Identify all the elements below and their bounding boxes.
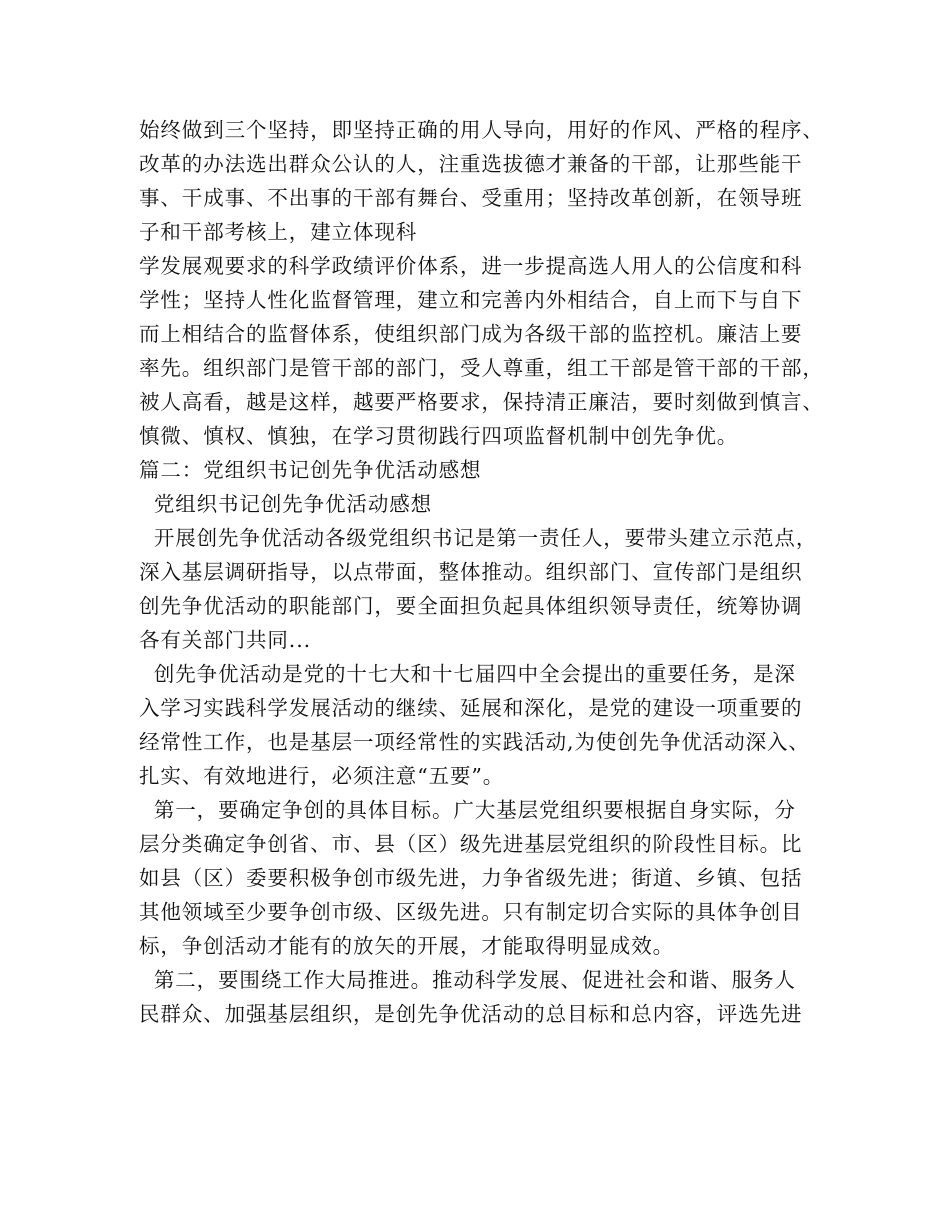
text-line: 各有关部门共同... [139, 628, 312, 652]
text-line: 始终做到三个坚持，即坚持正确的用人导向，用好的作风、严格的程序、 [139, 118, 824, 142]
text-line: 创先争优活动的职能部门，要全面担负起具体组织领导责任，统筹协调 [139, 594, 803, 618]
text-line: 其他领域至少要争创市级、区级先进。只有制定切合实际的具体争创目 [139, 900, 803, 924]
text-line: 开展创先争优活动各级党组织书记是第一责任人，要带头建立示范点， [139, 526, 818, 550]
article-title: 党组织书记创先争优活动感想 [139, 492, 433, 516]
text-line: 改革的办法选出群众公认的人，注重选拔德才兼备的干部，让那些能干 [139, 152, 803, 176]
text-line: 入学习实践科学发展活动的继续、延展和深化，是党的建设一项重要的 [139, 696, 803, 720]
text-line: 而上相结合的监督体系，使组织部门成为各级干部的监控机。廉洁上要 [139, 322, 803, 346]
text-line: 层分类确定争创省、市、县（区）级先进基层党组织的阶段性目标。比 [139, 832, 803, 856]
text-line: 慎微、慎权、慎独，在学习贯彻践行四项监督机制中创先争优。 [139, 424, 739, 448]
text-line: 第二，要围绕工作大局推进。推动科学发展、促进社会和谐、服务人 [139, 968, 796, 992]
text-line: 经常性工作，也是基层一项经常性的实践活动,为使创先争优活动深入、 [139, 730, 810, 754]
text-line: 学发展观要求的科学政绩评价体系，进一步提高选人用人的公信度和科 [139, 254, 803, 278]
text-line: 标，争创活动才能有的放矢的开展，才能取得明显成效。 [139, 934, 674, 958]
text-line: 被人高看，越是这样，越要严格要求，保持清正廉洁，要时刻做到慎言、 [139, 390, 824, 414]
text-line: 创先争优活动是党的十七大和十七届四中全会提出的重要任务，是深 [139, 662, 796, 686]
section-heading: 篇二：党组织书记创先争优活动感想 [139, 458, 482, 482]
text-line: 学性；坚持人性化监督管理，建立和完善内外相结合，自上而下与自下 [139, 288, 803, 312]
text-line: 子和干部考核上，建立体现科 [139, 220, 418, 244]
text-line: 扎实、有效地进行，必须注意“五要”。 [139, 764, 505, 788]
text-line: 第一，要确定争创的具体目标。广大基层党组织要根据自身实际，分 [139, 798, 796, 822]
text-line: 民群众、加强基层组织，是创先争优活动的总目标和总内容，评选先进 [139, 1002, 803, 1026]
text-line: 如县（区）委要积极争创市级先进，力争省级先进；街道、乡镇、包括 [139, 866, 803, 890]
text-line: 事、干成事、不出事的干部有舞台、受重用；坚持改革创新，在领导班 [139, 186, 803, 210]
text-line: 率先。组织部门是管干部的部门，受人尊重，组工干部是管干部的干部， [139, 356, 824, 380]
text-line: 深入基层调研指导，以点带面，整体推动。组织部门、宣传部门是组织 [139, 560, 803, 584]
